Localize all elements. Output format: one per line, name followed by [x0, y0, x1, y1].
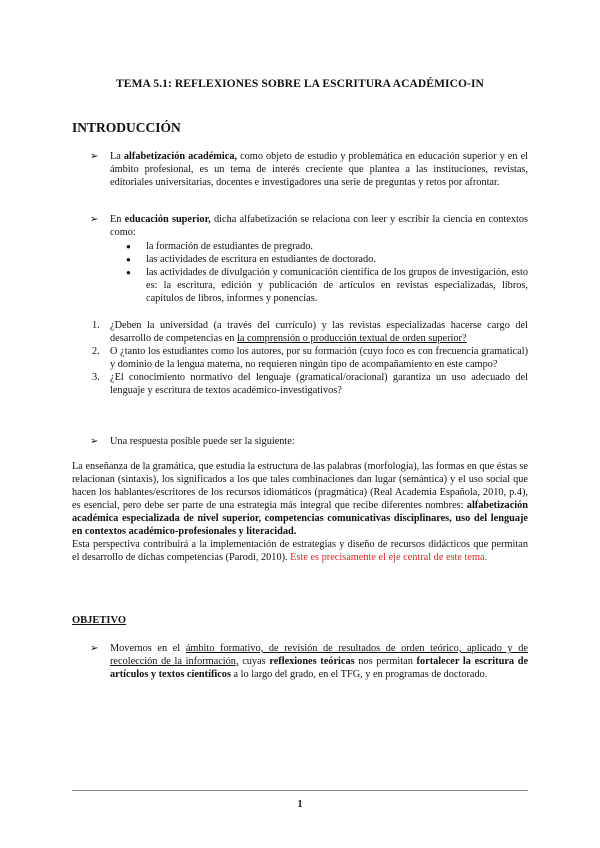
list-item: ● la formación de estudiantes de pregrado.	[126, 241, 313, 252]
bullet-dot-icon: ●	[126, 268, 131, 277]
question-item: 3. ¿El conocimiento normativo del lenguaje (gramatical/oracional) garantiza un uso adecuado del lenguaje y escritura de textos académico-investigativos?	[92, 372, 528, 396]
context-bullet-list	[126, 240, 528, 305]
highlight-red-text: Este es precisamente el eje central de este tema.	[290, 552, 488, 563]
objective-paragraph: Movernos en el ámbito formativo, de revisión de resultados de orden teórico, aplicado y de recolección de la información, cuyas reflexiones teóricas nos permitan fortalecer la escritura de artículos y textos científicos a lo largo del grado, en el TFG, y en programas de doctorado.	[110, 643, 529, 680]
term-educacion-superior: educación superior,	[124, 214, 211, 225]
bullet-dot-icon: ●	[126, 242, 131, 251]
intro-paragraph-2: En educación superior, dicha alfabetización se relaciona con leer y escribir la ciencia en contextos como:	[110, 214, 528, 238]
arrow-bullet-icon: ➢	[90, 151, 99, 162]
underlined-phrase: ámbito formativo, de revisión de resultados de orden teórico, aplicado y de recolección de la información,	[110, 643, 528, 667]
answer-lead: Una respuesta posible puede ser la siguiente:	[110, 436, 295, 447]
underlined-phrase: la comprensión o producción textual de orden superior?	[236, 333, 467, 344]
term-alfabetizacion: alfabetización académica,	[123, 151, 238, 162]
question-item: 1. ¿Deben la universidad (a través del currículo) y las revistas especializadas hacerse cargo del desarrollo de competencias en la comprensión o producción textual de orden superior?	[92, 320, 528, 344]
list-item: ● las actividades de escritura en estudiantes de doctorado.	[126, 254, 376, 265]
page-number: 1	[297, 799, 303, 810]
intro-heading: INTRODUCCIÓN	[72, 120, 181, 135]
grammar-paragraph: La enseñanza de la gramática, que estudia la estructura de las palabras (morfología), las formas en que éstas se relacionan (sintaxis), los significados a los que tales combinaciones dan lugar (semántica) y el uso social que hacen los hablantes/escritores de los recursos idiomáticos (pragmática) (Real Academia Española, 2010, p.4), es esencial, pero debe ser parte de una estrategia más integral que recibe diferentes nombres: alfabetización académica especializada de nivel superior, competencias comunicativas disciplinares, uso del lenguaje en contextos académico-profesionales y literacidad. Esta perspectiva contribuirá a la implementación de estrategias y diseño de recursos didácticos que permitan el desarrollo de dichas competencias (Parodi, 2010). Este es precisamente el eje central de este tema.	[72, 461, 528, 563]
questions-list	[92, 319, 528, 397]
arrow-bullet-icon: ➢	[90, 214, 99, 225]
arrow-bullet-icon: ➢	[90, 643, 99, 654]
arrow-bullet-icon: ➢	[90, 436, 99, 447]
list-item: ● las actividades de divulgación y comunicación científica de los grupos de investigación, esto es: la escritura, edición y publicación de artículos en revistas especializadas, libros, capítulos de libros, informes y ponencias.	[126, 267, 528, 304]
objective-heading: OBJETIVO	[72, 615, 127, 626]
footer-rule	[72, 790, 528, 791]
intro-paragraph-1: La alfabetización académica, como objeto de estudio y problemática en educación superior y en el ámbito profesional, es un tema de interés creciente que plantea a las instituciones, revistas, editoriales universitarias, docentes e investigadores una serie de preguntas y retos por afrontar.	[110, 151, 529, 188]
bold-terms: alfabetización académica especializada de nivel superior, competencias comunicativas disciplinares, uso del lenguaje en contextos académico-profesionales y literacidad.	[72, 500, 528, 537]
bullet-dot-icon: ●	[126, 255, 131, 264]
document-title: TEMA 5.1: REFLEXIONES SOBRE LA ESCRITURA ACADÉMICO-IN	[116, 78, 484, 90]
question-item: 2. O ¿tanto los estudiantes como los autores, por su formación (cuyo foco es con frecuencia gramatical) y dominio de la lengua materna, no requieren ningún tipo de acompañamiento en este campo?	[92, 346, 528, 370]
